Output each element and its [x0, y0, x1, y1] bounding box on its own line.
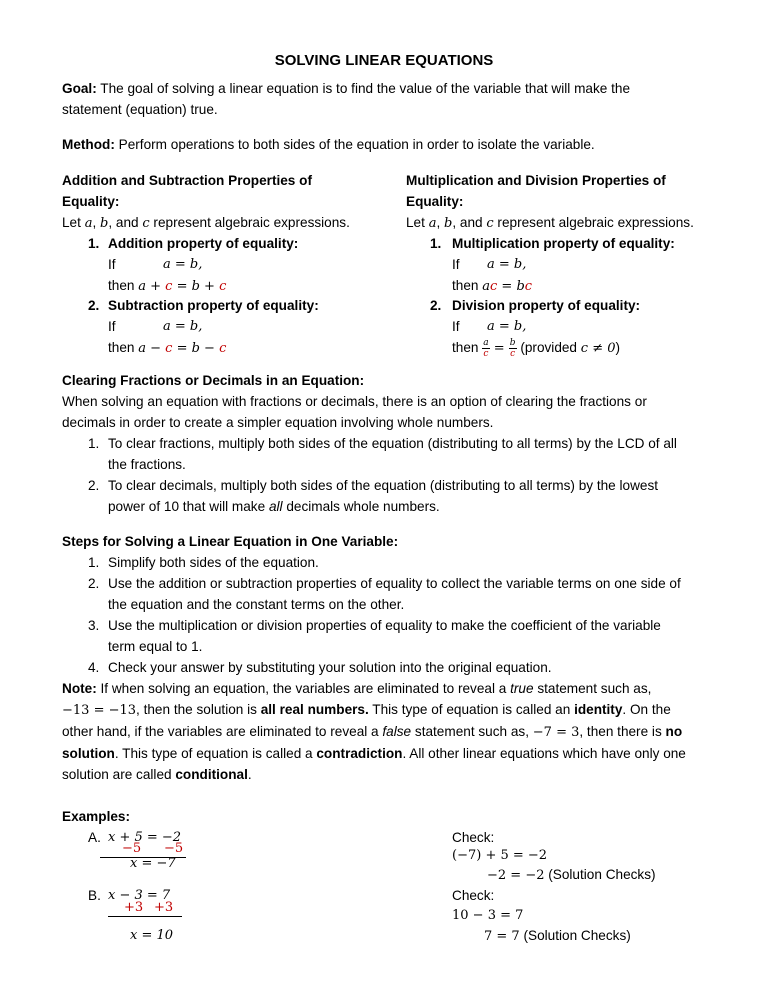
right-heading-2: Equality: [406, 194, 464, 209]
right-item1-if: If [452, 257, 460, 272]
example-b-check-line-1: 10 − 3 = 7 [452, 908, 524, 923]
left-heading-1: Addition and Subtraction Properties of [62, 173, 312, 188]
example-b-result: x = 10 [130, 928, 174, 943]
page-title: SOLVING LINEAR EQUATIONS [274, 52, 494, 69]
clearing-item-2: To clear decimals, multiply both sides of the equation (distributing to all terms) by the lowest power of 10 that will make all decimals whole numbers. [108, 478, 659, 514]
example-a-step: −5 −5 [100, 843, 186, 858]
note-paragraph: Note: If when solving an equation, the variables are eliminated to reveal a true statement such as, −13 = −13, then the solution is all real numbers. This type of equation is called an identity. On the other hand, if the variables are eliminated to reveal a false statement such as, −7 = 3, then there is no solution. This type of equation is called a contradiction. All other linear equations which have only one solution are called conditional. [62, 681, 686, 782]
example-a-check-line-1: (−7) + 5 = −2 [452, 848, 548, 863]
right-item2-eq: a = b, [487, 319, 527, 334]
division-property-label: Division property of equality: [452, 298, 641, 313]
right-item2-then: then $\frac{a}{c}$ = $\frac{b}{c}$ (provided c ≠ 0) [452, 337, 621, 359]
goal-paragraph [62, 78, 712, 120]
example-b-check-line-2: 7 = 7 (Solution Checks) [484, 928, 631, 944]
left-let-line: Let a, b, and c represent algebraic expressions. [62, 215, 350, 231]
method-paragraph: Method: Perform operations to both sides of the equation in order to isolate the variable. [62, 137, 595, 152]
example-a-check-line-2: −2 = −2 (Solution Checks) [487, 867, 656, 883]
fraction-a-over-c: $\frac{a}{c}$ [483, 337, 489, 359]
document-page: SOLVING LINEAR EQUATIONS Goal: The goal of solving a linear equation is to find the value of the variable that will make the statement (equation) true. Method: Perform operations to both sides of the equation in order to isolate the variable. Addition and Subtraction Properties of Equality: Let a, b, and c represent algebraic expressions. 1. Addition property of equality: If a = b, then a + c = b + c 2. Subtraction property of equality: If a = b, then a − c = b − c Multiplication and Division Properties of Equality: Let a, b, and c represent algebraic expressions. 1. Multiplication property of equality: If a = b, then ac = bc 2. Division property of equality: If a = b, then $\frac{a}{c}$ = $\frac{b}{c}$ (provided c ≠ 0) Clearing Fractions or Decimals in an Equation: When solving an equation with fractions or decimals, there is an option of clearing the fractions or decimals in order to create a simpler equation involving whole numbers. 1. To clear fractions, multiply both sides of the equation (distributing to all terms) by the LCD of all the fractions. 2. To clear decimals, multiply both sides of the equation (distributing to all terms) by the lowest power of 10 that will make all decimals whole numbers. Steps for Solving a Linear Equation in One Variable: 1. Simplify both sides of the equation. 2. Use the addition or subtraction properties of equality to collect the variable terms on one side of the equation and the constant terms on the other. 3. Use the multiplication or division properties of equality to make the coefficient of the variable term equal to 1. 4. Check your answer by substituting your solution into the original equation. Note: If when solving an equation, the variables are eliminated to reveal a true statement such as, −13 = −13, then the solution is all real numbers. This type of equation is called an identity. On the other hand, if the variables are eliminated to reveal a false statement such as, −7 = 3, then there is no solution. This type of equation is called a contradiction. All other linear equations which have only one solution are called conditional. Examples: A. x + 5 = −2 −5 −5 x = −7 Check: (−7) + 5 = −2 −2 = −2 (Solution Checks) B. x − 3 = 7 +3 +3 x = 10 Check: 10 − 3 = 7 7 = 7 (Solution Checks) [0, 0, 768, 994]
left-item1-eq: a = b, [163, 257, 203, 272]
right-item2-if: If [452, 319, 460, 334]
example-b-label: B. [88, 888, 101, 903]
multiplication-property-label: Multiplication property of equality: [452, 236, 675, 251]
goal-line-2: statement (equation) true. [62, 102, 218, 117]
step-3: Use the multiplication or division properties of equality to make the coefficient of the variable term equal to 1. [108, 618, 661, 654]
step-2: Use the addition or subtraction properties of equality to collect the variable terms on one side of the equation and the constant terms on the other. [108, 576, 681, 612]
addition-subtraction-section [62, 170, 350, 234]
clearing-heading: Clearing Fractions or Decimals in an Equation: [62, 373, 365, 388]
addition-property-label: Addition property of equality: [108, 236, 299, 251]
left-item2-num: 2. [88, 298, 100, 313]
steps-heading: Steps for Solving a Linear Equation in One Variable: [62, 534, 399, 549]
subtraction-property-label: Subtraction property of equality: [108, 298, 319, 313]
example-b-step: +3 +3 [108, 902, 182, 917]
goal-line-1: Goal: The goal of solving a linear equation is to find the value of the variable that will make the [62, 81, 630, 96]
clearing-item-1: To clear fractions, multiply both sides of the equation (distributing to all terms) by the LCD of all the fractions. [108, 436, 677, 472]
left-heading-2: Equality: [62, 194, 120, 209]
right-heading-1: Multiplication and Division Properties of [406, 173, 666, 188]
fraction-b-over-c: $\frac{b}{c}$ [509, 337, 516, 359]
example-b-equation: x − 3 = 7 [108, 888, 171, 903]
left-item1-then: then a + c = b + c [108, 278, 227, 294]
step-1: Simplify both sides of the equation. [108, 555, 319, 570]
method-label: Method: [62, 137, 115, 152]
left-item1-if: If [108, 257, 116, 272]
right-item1-num: 1. [430, 236, 442, 251]
example-a-label: A. [88, 830, 101, 845]
goal-label: Goal: [62, 81, 97, 96]
right-let-line: Let a, b, and c represent algebraic expressions. [406, 215, 694, 231]
left-item2-if: If [108, 319, 116, 334]
left-item2-eq: a = b, [163, 319, 203, 334]
example-a-equation: x + 5 = −2 [108, 830, 182, 845]
right-item1-then: then ac = bc [452, 278, 533, 294]
right-item1-eq: a = b, [487, 257, 527, 272]
example-b-check-label: Check: [452, 888, 495, 903]
right-item2-num: 2. [430, 298, 442, 313]
examples-heading: Examples: [62, 809, 131, 824]
left-item1-num: 1. [88, 236, 100, 251]
example-a-result: x = −7 [130, 856, 176, 871]
example-a-check-label: Check: [452, 830, 495, 845]
multiplication-division-section [406, 170, 694, 234]
step-4: Check your answer by substituting your solution into the original equation. [108, 660, 552, 675]
left-item2-then: then a − c = b − c [108, 340, 227, 356]
clearing-section: Clearing Fractions or Decimals in an Equation: When solving an equation with fractions or decimals, there is an option of clearing the fractions or decimals in order to create a simpler equation involving whole numbers. [62, 370, 712, 433]
